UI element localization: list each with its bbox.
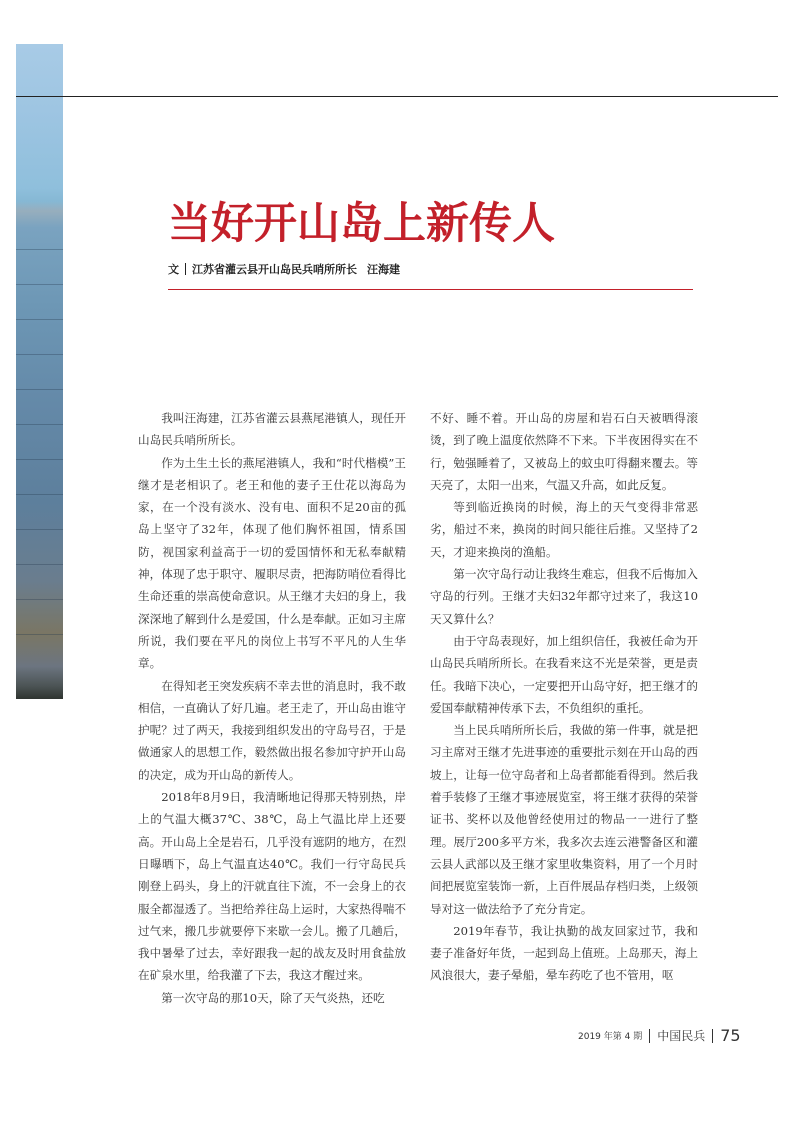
paragraph: 我叫汪海建，江苏省灌云县燕尾港镇人，现任开山岛民兵哨所所长。 xyxy=(138,411,406,448)
byline-separator xyxy=(185,263,186,275)
title-divider xyxy=(168,289,693,290)
paragraph: 在得知老王突发疾病不幸去世的消息时，我不敢相信，一直确认了好几遍。老王走了，开山岛由谁守护呢？过了两天，我接到组织发出的守岛号召，于是做通家人的思想工作，毅然做出报名参加守护开山岛的决定，成为开山岛的新传人。 xyxy=(138,678,406,782)
paragraph: 2018年8月9日，我清晰地记得那天特别热，岸上的气温大概37℃、38℃，岛上气温比岸上还要高。开山岛上全是岩石，几乎没有遮阴的地方，在烈日曝晒下，岛上气温直达40℃。我们一行守岛民兵刚登上码头，身上的汗就直往下流，不一会身上的衣服全都湿透了。当把给养往岛上运时，大家热得喘不过气来，搬几步就要停下来歇一会儿。搬了几趟后，我中暑晕了过去，幸好跟我一起的战友及时用食盐放在矿泉水里，给我灌了下去，我这才醒过来。 xyxy=(138,790,406,983)
paragraph: 作为土生土长的燕尾港镇人，我和“时代楷模”王继才是老相识了。老王和他的妻子王仕花以海岛为家，在一个没有淡水、没有电、面积不足20亩的孤岛上坚守了32年，体现了他们胸怀祖国，情系国防，视国家利益高于一切的爱国情怀和无私奉献精神，体现了忠于职守、履职尽责，把海防哨位看得比生命还重的崇高使命意识。从王继才夫妇的身上，我深深地了解到什么是爱国，什么是奉献。正如习主席所说，我们要在平凡的岗位上书写不平凡的人生华章。 xyxy=(138,455,406,671)
magazine-name: 中国民兵 xyxy=(657,1029,706,1043)
page-footer xyxy=(578,1026,741,1045)
footer-separator xyxy=(712,1029,713,1043)
paragraph-continued: 不好、睡不着。开山岛的房屋和岩石白天被晒得滚烫，到了晚上温度依然降不下来。下半夜困得实在不行，勉强睡着了，又被岛上的蚊虫叮得翻来覆去。等天亮了，太阳一出来，气温又升高，如此反复。 xyxy=(430,411,698,492)
paragraph: 第一次守岛的那10天，除了天气炎热，还吃 xyxy=(161,990,385,1005)
byline-prefix: 文 xyxy=(168,263,179,276)
body-column-right xyxy=(430,407,698,987)
paragraph: 当上民兵哨所所长后，我做的第一件事，就是把习主席对王继才先进事迹的重要批示刻在开山岛的西坡上，让每一位守岛者和上岛者都能看得到。然后我着手装修了王继才事迹展览室，将王继才获得的荣誉证书、奖杯以及他曾经使用过的物品一一进行了整理。展厅200多平方米，我多次去连云港警备区和灌云县人武部以及王继才家里收集资料，用了一个月时间把展览室装饰一新，上百件展品存档归类，上级领导对这一做法给予了充分肯定。 xyxy=(430,723,698,916)
body-column-left xyxy=(138,407,406,1009)
issue-label: 2019 年第 4 期 xyxy=(578,1032,643,1042)
header-rule xyxy=(16,96,778,97)
byline xyxy=(168,261,400,277)
paragraph: 由于守岛表现好，加上组织信任，我被任命为开山岛民兵哨所所长。在我看来这不光是荣誉，更是责任。我暗下决心，一定要把开山岛守好，把王继才的爱国奉献精神传承下去，不负组织的重托。 xyxy=(430,633,698,715)
page-number: 75 xyxy=(720,1026,741,1045)
byline-author: 汪海建 xyxy=(367,263,400,276)
paragraph: 等到临近换岗的时候，海上的天气变得非常恶劣，船过不来，换岗的时间只能往后推。又坚持了2天，才迎来换岗的渔船。 xyxy=(430,500,698,559)
paragraph: 第一次守岛行动让我终生难忘，但我不后悔加入守岛的行列。王继才夫妇32年都守过来了，我这10天又算什么？ xyxy=(430,567,698,626)
paragraph: 2019年春节，我让执勤的战友回家过节，我和妻子准备好年货，一起到岛上值班。上岛那天，海上风浪很大，妻子晕船，晕车药吃了也不管用，呕 xyxy=(430,923,698,983)
article-title: 当好开山岛上新传人 xyxy=(168,199,555,249)
sea-photo-strip xyxy=(16,44,63,699)
footer-separator xyxy=(649,1029,650,1043)
byline-affiliation: 江苏省灌云县开山岛民兵哨所所长 xyxy=(192,263,357,276)
